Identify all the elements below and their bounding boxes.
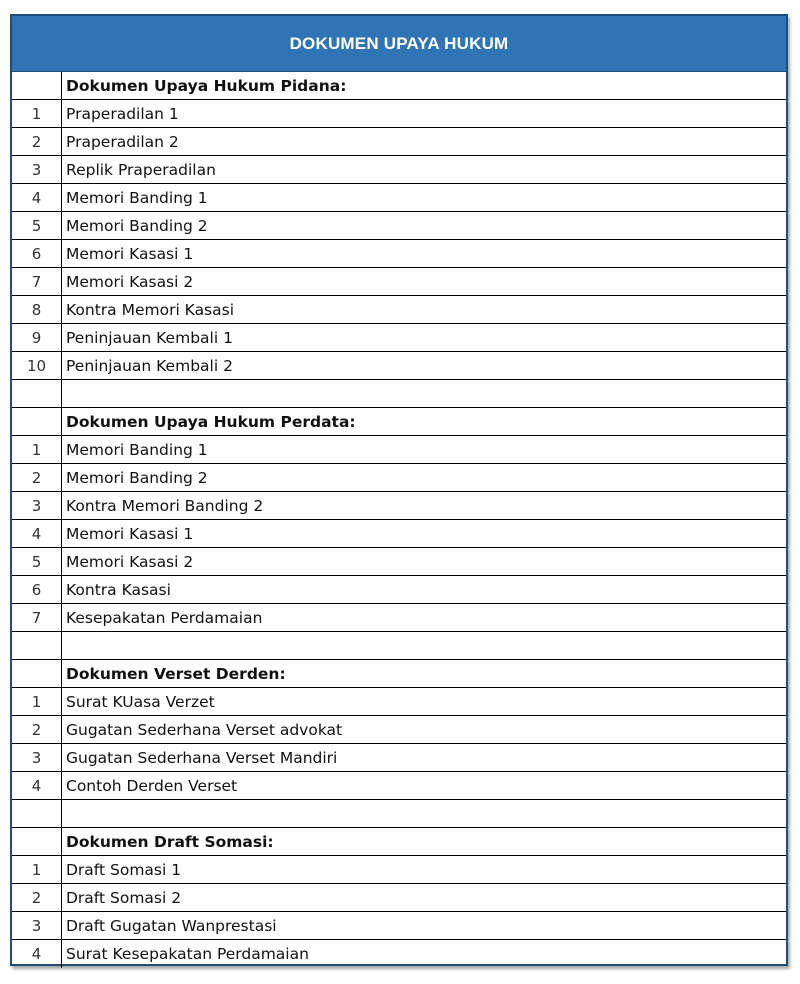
document-label: [62, 632, 786, 659]
section-heading: Dokumen Upaya Hukum Perdata:: [66, 412, 356, 431]
section-heading: Dokumen Verset Derden:: [66, 664, 286, 683]
row-number: [12, 632, 62, 659]
document-label[interactable]: Memori Kasasi 1: [66, 244, 194, 263]
row-number: 5: [12, 548, 62, 575]
document-label[interactable]: Memori Banding 2: [66, 468, 208, 487]
row-number: 2: [12, 128, 62, 155]
document-label: [62, 800, 786, 827]
document-row[interactable]: [12, 772, 786, 800]
document-row[interactable]: [12, 492, 786, 520]
row-number: 7: [12, 604, 62, 631]
document-label[interactable]: Memori Kasasi 2: [66, 272, 194, 291]
document-row[interactable]: [12, 156, 786, 184]
section-heading: Dokumen Draft Somasi:: [66, 832, 274, 851]
document-row[interactable]: [12, 268, 786, 296]
row-number: 3: [12, 912, 62, 939]
document-label[interactable]: Surat KUasa Verzet: [66, 692, 215, 711]
document-row[interactable]: [12, 296, 786, 324]
document-row[interactable]: [12, 100, 786, 128]
row-number: 3: [12, 156, 62, 183]
blank-row: [12, 380, 786, 408]
row-number: 2: [12, 464, 62, 491]
row-number: [12, 72, 62, 99]
section-heading: Dokumen Upaya Hukum Pidana:: [66, 76, 347, 95]
document-row[interactable]: [12, 184, 786, 212]
document-row[interactable]: [12, 856, 786, 884]
document-row[interactable]: [12, 324, 786, 352]
document-row[interactable]: [12, 436, 786, 464]
document-row[interactable]: [12, 884, 786, 912]
document-row[interactable]: [12, 128, 786, 156]
row-number: 9: [12, 324, 62, 351]
row-number: 5: [12, 212, 62, 239]
row-number: 2: [12, 716, 62, 743]
row-number: 4: [12, 772, 62, 799]
document-row[interactable]: [12, 912, 786, 940]
table-body: [12, 72, 786, 968]
document-label[interactable]: Kontra Memori Kasasi: [66, 300, 235, 319]
row-number: 3: [12, 744, 62, 771]
section-heading-row: [12, 72, 786, 100]
document-row[interactable]: [12, 604, 786, 632]
document-label[interactable]: Memori Banding 1: [66, 188, 208, 207]
row-number: [12, 408, 62, 435]
blank-row: [12, 800, 786, 828]
document-row[interactable]: [12, 576, 786, 604]
document-row[interactable]: [12, 520, 786, 548]
section-heading-row: [12, 408, 786, 436]
document-row[interactable]: [12, 464, 786, 492]
document-table: [10, 14, 788, 966]
row-number: 3: [12, 492, 62, 519]
document-row[interactable]: [12, 688, 786, 716]
document-row[interactable]: [12, 744, 786, 772]
document-label[interactable]: Peninjauan Kembali 1: [66, 328, 233, 347]
document-label[interactable]: Replik Praperadilan: [66, 160, 216, 179]
document-row[interactable]: [12, 548, 786, 576]
document-label[interactable]: Praperadilan 2: [66, 132, 179, 151]
row-number: 1: [12, 100, 62, 127]
document-label[interactable]: Kontra Memori Banding 2: [66, 496, 264, 515]
document-label[interactable]: Praperadilan 1: [66, 104, 179, 123]
row-number: [12, 380, 62, 407]
table-title: DOKUMEN UPAYA HUKUM: [12, 16, 786, 72]
document-row[interactable]: [12, 940, 786, 968]
row-number: 7: [12, 268, 62, 295]
document-label[interactable]: Peninjauan Kembali 2: [66, 356, 233, 375]
document-label: [62, 380, 786, 407]
row-number: 1: [12, 856, 62, 883]
document-row[interactable]: [12, 716, 786, 744]
document-label[interactable]: Gugatan Sederhana Verset advokat: [66, 720, 343, 739]
document-label[interactable]: Contoh Derden Verset: [66, 776, 238, 795]
document-label[interactable]: Draft Gugatan Wanprestasi: [66, 916, 277, 935]
document-row[interactable]: [12, 240, 786, 268]
row-number: [12, 660, 62, 687]
document-row[interactable]: [12, 212, 786, 240]
row-number: 4: [12, 520, 62, 547]
row-number: [12, 828, 62, 855]
section-heading-row: [12, 660, 786, 688]
document-label[interactable]: Memori Kasasi 2: [66, 552, 194, 571]
row-number: 4: [12, 184, 62, 211]
document-label[interactable]: Kontra Kasasi: [66, 580, 171, 599]
document-row[interactable]: [12, 352, 786, 380]
row-number: 10: [12, 352, 62, 379]
document-label[interactable]: Draft Somasi 1: [66, 860, 182, 879]
document-label[interactable]: Surat Kesepakatan Perdamaian: [66, 945, 309, 963]
document-label[interactable]: Kesepakatan Perdamaian: [66, 608, 263, 627]
row-number: [12, 800, 62, 827]
row-number: 6: [12, 240, 62, 267]
row-number: 2: [12, 884, 62, 911]
document-label[interactable]: Draft Somasi 2: [66, 888, 182, 907]
document-label[interactable]: Memori Banding 2: [66, 216, 208, 235]
blank-row: [12, 632, 786, 660]
row-number: 1: [12, 688, 62, 715]
row-number: 8: [12, 296, 62, 323]
row-number: 1: [12, 436, 62, 463]
document-label[interactable]: Memori Kasasi 1: [66, 524, 194, 543]
section-heading-row: [12, 828, 786, 856]
document-label[interactable]: Gugatan Sederhana Verset Mandiri: [66, 748, 338, 767]
row-number: 6: [12, 576, 62, 603]
document-label[interactable]: Memori Banding 1: [66, 440, 208, 459]
row-number: 4: [12, 940, 62, 968]
